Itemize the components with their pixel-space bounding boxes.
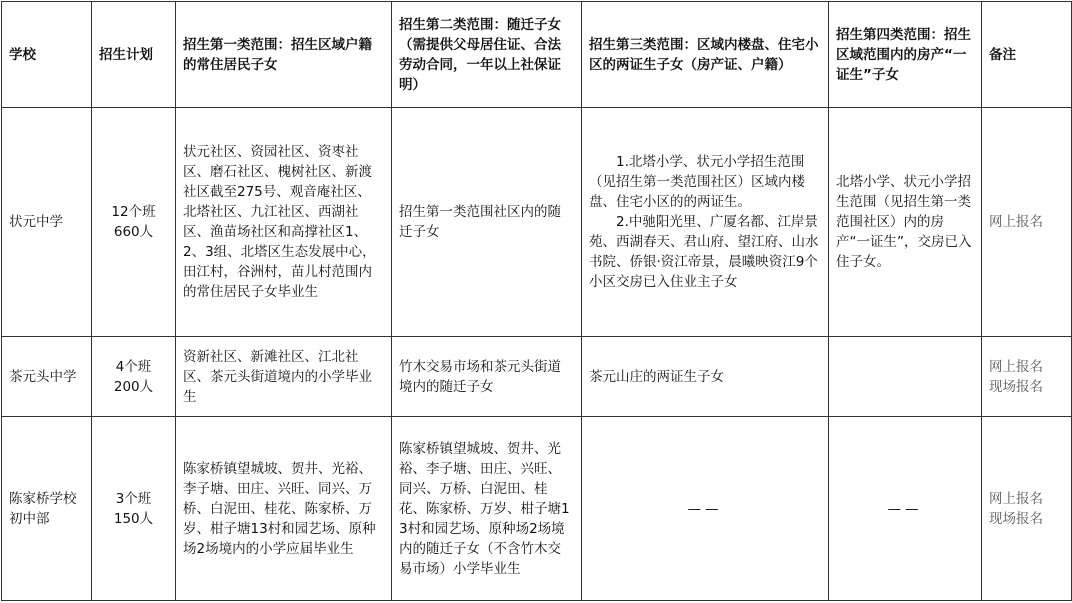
plan-students: 660人 — [113, 224, 154, 240]
header-remark: 备注 — [982, 2, 1072, 108]
category-2-scope: 竹木交易市场和茶元头街道境内的随迁子女 — [392, 337, 582, 417]
category-1-scope: 资新社区、新滩社区、江北社区、茶元头街道境内的小学毕业生 — [176, 337, 392, 417]
plan-classes: 3个班 — [115, 490, 152, 507]
category-3-scope — [582, 108, 829, 337]
category-3-scope: —— — [582, 417, 829, 601]
category-4-scope: —— — [829, 417, 982, 601]
remark — [982, 417, 1072, 601]
plan-students: 150人 — [113, 510, 154, 527]
table-row — [2, 108, 1072, 337]
table-row — [2, 337, 1072, 417]
remark — [982, 108, 1072, 337]
enrollment-plan — [92, 417, 176, 601]
header-category-4: 招生第四类范围：招生区域范围内的房产“一证生”子女 — [829, 2, 982, 108]
remark-onsite: 现场报名 — [989, 378, 1043, 395]
table-row — [2, 417, 1072, 601]
header-school: 学校 — [2, 2, 92, 108]
remark-onsite: 现场报名 — [989, 510, 1043, 527]
category-3-item-1: 1.北塔小学、状元小学招生范围（见招生第一类范围社区）区域内楼盘、住宅小区的的两证生。 — [589, 154, 805, 210]
category-2-scope: 招生第一类范围社区内的随迁子女 — [392, 108, 582, 337]
school-name: 茶元头中学 — [2, 337, 92, 417]
header-plan: 招生计划 — [92, 2, 176, 108]
category-3-scope: 茶元山庄的两证生子女 — [582, 337, 829, 417]
remark-online: 网上报名 — [989, 490, 1043, 507]
school-name: 陈家桥学校初中部 — [2, 417, 92, 601]
category-1-scope: 状元社区、资园社区、资枣社区、磨石社区、槐树社区、新渡社区截至275号、观音庵社区、北塔社区、九江社区、西湖社区、渔苗场社区和高撑社区1、2、3组、北塔区生态发展中心，田江村，谷洲村，苗儿村范围内的常住居民子女毕业生 — [176, 108, 392, 337]
admission-table — [1, 1, 1072, 601]
header-category-1: 招生第一类范围：招生区域户籍的常住居民子女 — [176, 2, 392, 108]
header-row — [2, 2, 1072, 108]
remark-online: 网上报名 — [989, 214, 1043, 230]
remark — [982, 337, 1072, 417]
category-4-scope — [829, 337, 982, 417]
category-2-scope: 陈家桥镇望城坡、贺井、光裕、李子塘、田庄、兴旺、同兴、万桥、白泥田、桂花、陈家桥、万岁、柑子塘13村和园艺场、原种场2场境内的随迁子女（不含竹木交易市场）小学毕业生 — [392, 417, 582, 601]
header-category-2: 招生第二类范围：随迁子女（需提供父母居住证、合法劳动合同，一年以上社保证明） — [392, 2, 582, 108]
enrollment-plan — [92, 108, 176, 337]
plan-classes: 12个班 — [111, 204, 156, 220]
category-4-scope: 北塔小学、状元小学招生范围（见招生第一类范围社区）内的房产“一证生”，交房已入住子女。 — [829, 108, 982, 337]
category-3-item-2: 2.中驰阳光里、广厦名都、江岸景苑、西湖春天、君山府、望江府、山水书院、侨银·资江帝景，晨曦映资江9个小区交房已入住业主子女 — [589, 214, 819, 290]
category-1-scope: 陈家桥镇望城坡、贺井、光裕、李子塘、田庄、兴旺、同兴、万桥、白泥田、桂花、陈家桥、万岁、柑子塘13村和园艺场、原种场2场境内的小学应届毕业生 — [176, 417, 392, 601]
plan-classes: 4个班 — [115, 358, 152, 375]
header-category-3: 招生第三类范围：区域内楼盘、住宅小区的两证生子女（房产证、户籍） — [582, 2, 829, 108]
school-name: 状元中学 — [2, 108, 92, 337]
plan-students: 200人 — [113, 378, 154, 395]
remark-online: 网上报名 — [989, 358, 1043, 375]
enrollment-plan — [92, 337, 176, 417]
